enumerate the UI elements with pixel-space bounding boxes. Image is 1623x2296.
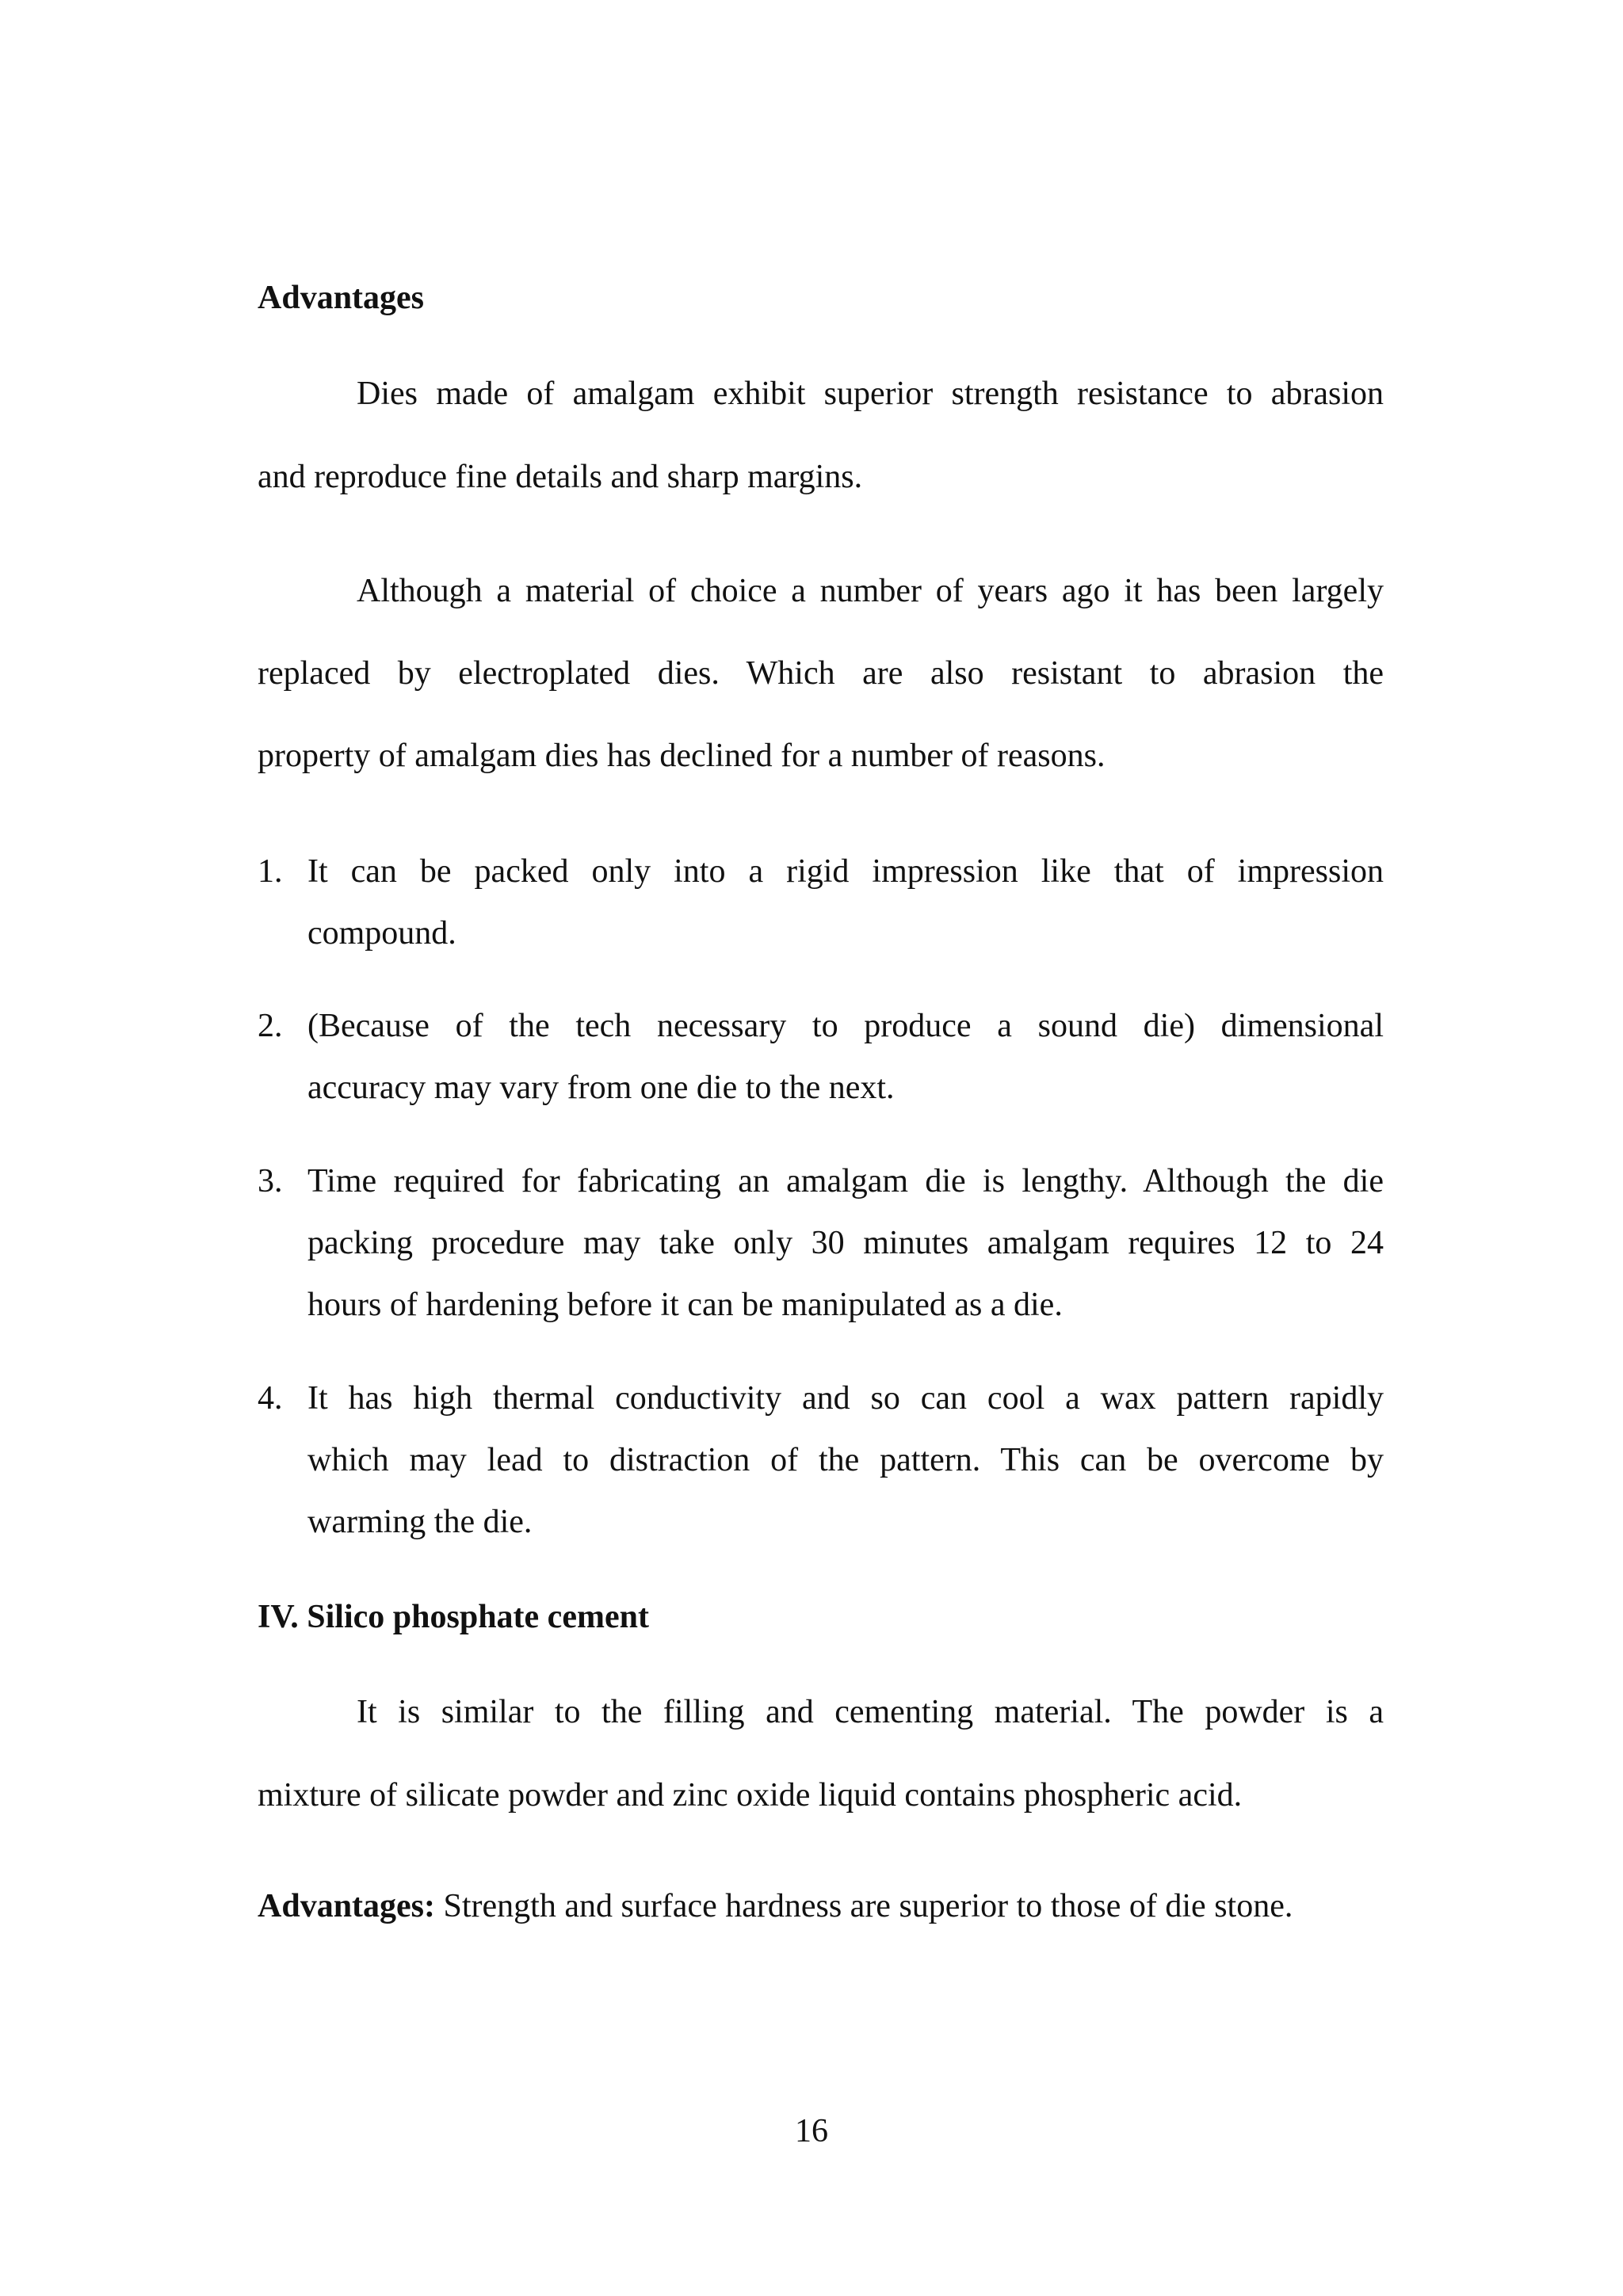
- list-item-line: which may lead to distraction of the pattern. This can be overcome by: [307, 1442, 1384, 1478]
- page-number: 16: [795, 2113, 828, 2149]
- list-marker: 4.: [258, 1380, 283, 1417]
- list-item-line: (Because of the tech necessary to produce a sound die) dimensional: [307, 1008, 1384, 1044]
- advantages-text: Strength and surface hardness are superior to those of die stone.: [435, 1888, 1293, 1924]
- list-item-line: Time required for fabricating an amalgam die is lengthy. Although the die: [307, 1163, 1384, 1199]
- paragraph-line: mixture of silicate powder and zinc oxide liquid contains phospheric acid.: [258, 1777, 1243, 1814]
- section-heading-advantages: Advantages: [258, 280, 425, 316]
- paragraph-line: Dies made of amalgam exhibit superior strength resistance to abrasion: [357, 376, 1384, 412]
- list-marker: 2.: [258, 1008, 283, 1044]
- list-marker: 1.: [258, 853, 283, 890]
- advantages-label: Advantages:: [258, 1888, 436, 1924]
- list-item-line: accuracy may vary from one die to the next.: [307, 1070, 895, 1106]
- paragraph-line: Although a material of choice a number of years ago it has been largely: [357, 573, 1384, 609]
- list-item-line: It can be packed only into a rigid impression like that of impression: [307, 853, 1384, 890]
- list-item-line: It has high thermal conductivity and so can cool a wax pattern rapidly: [307, 1380, 1384, 1417]
- list-item-line: compound.: [307, 915, 456, 952]
- section-heading-silico-phosphate: IV. Silico phosphate cement: [258, 1599, 649, 1635]
- advantages-line: [258, 1882, 1293, 1930]
- list-item-line: warming the die.: [307, 1504, 533, 1540]
- paragraph-line: It is similar to the filling and cementing material. The powder is a: [357, 1694, 1384, 1730]
- paragraph-line: and reproduce fine details and sharp margins.: [258, 459, 863, 495]
- list-marker: 3.: [258, 1163, 283, 1199]
- paragraph-line: property of amalgam dies has declined for a number of reasons.: [258, 738, 1106, 774]
- list-item-line: packing procedure may take only 30 minutes amalgam requires 12 to 24: [307, 1225, 1384, 1261]
- paragraph-line: replaced by electroplated dies. Which are also resistant to abrasion the: [258, 655, 1384, 692]
- list-item-line: hours of hardening before it can be manipulated as a die.: [307, 1287, 1063, 1323]
